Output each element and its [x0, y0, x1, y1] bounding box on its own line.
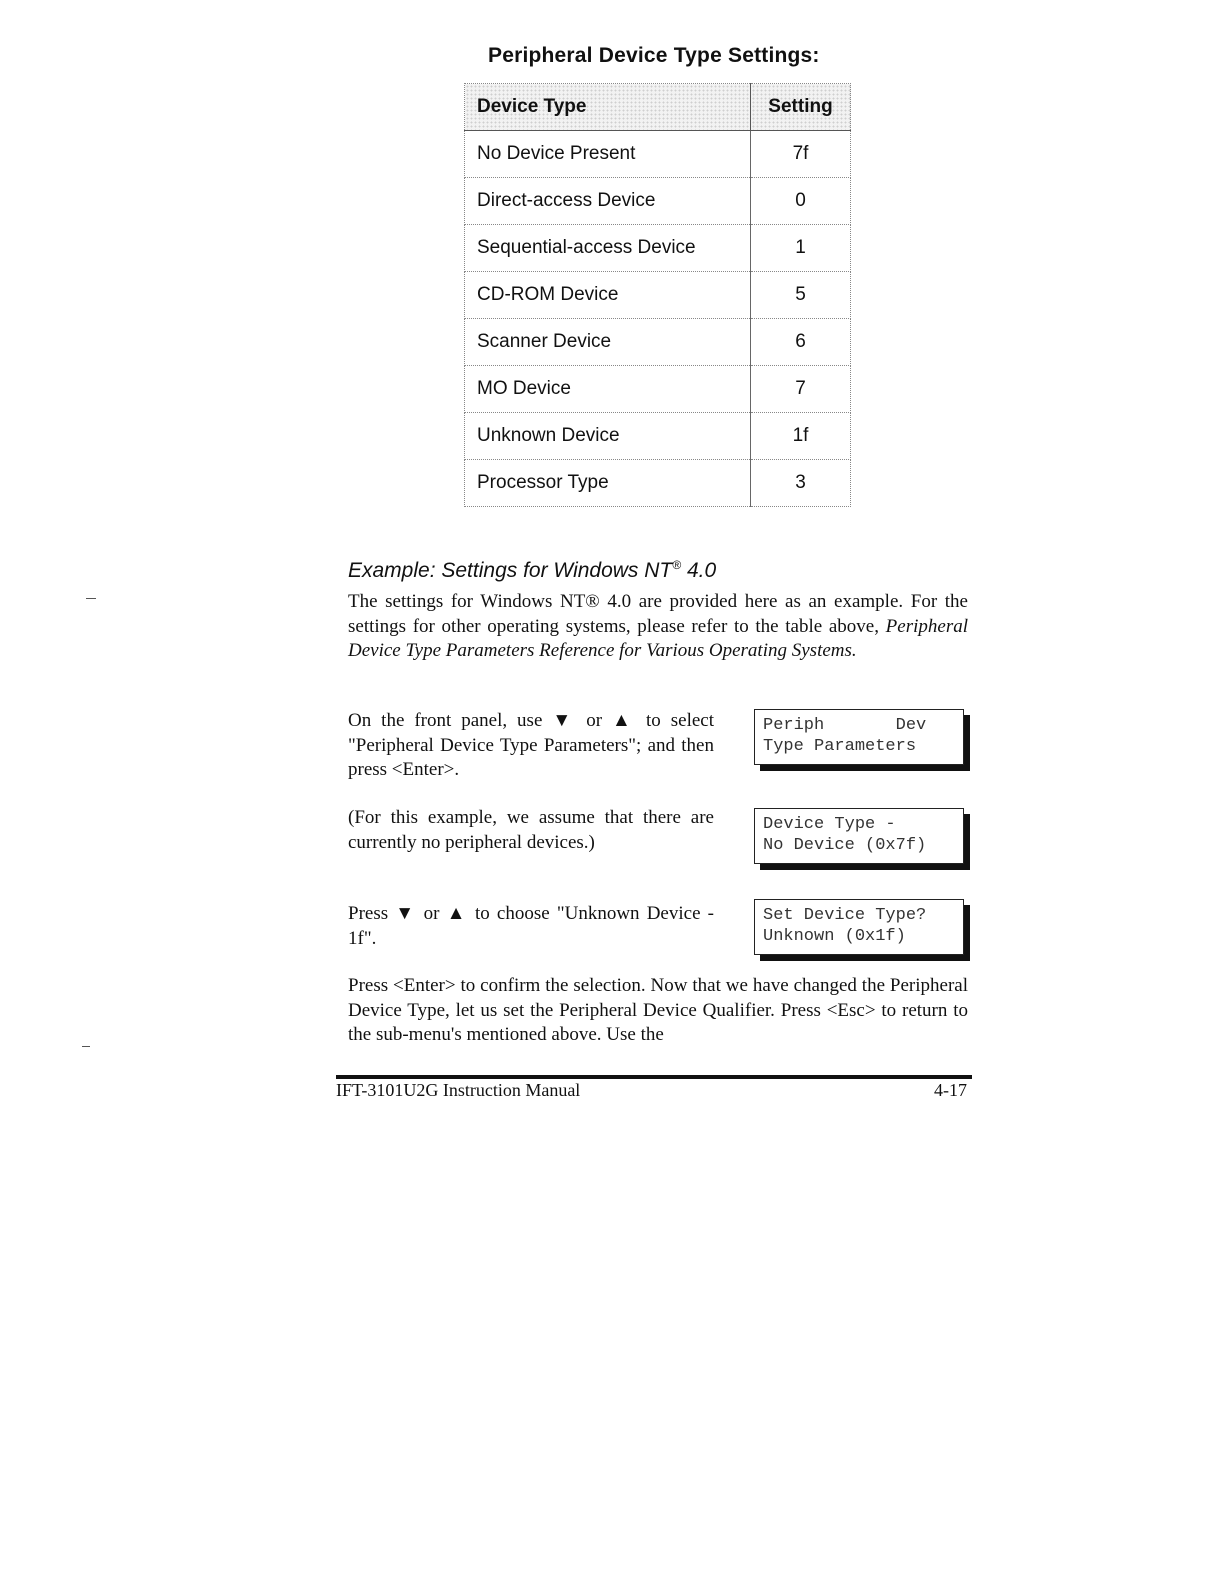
example-heading-text: Example: Settings for Windows NT	[348, 559, 673, 582]
setting-cell: 7	[751, 366, 851, 413]
footer-page-number: 4-17	[934, 1080, 967, 1100]
device-type-table	[464, 83, 851, 507]
setting-cell: 6	[751, 319, 851, 366]
registered-mark: ®	[672, 558, 682, 572]
reference-title: Peripheral Device Type Parameters Reference for Various Operating Systems.	[348, 615, 968, 661]
example-heading	[348, 558, 716, 583]
device-cell: Direct-access Device	[465, 178, 751, 225]
table-title: Peripheral Device Type Settings:	[488, 44, 820, 67]
setting-cell: 7f	[751, 131, 851, 178]
setting-cell: 1f	[751, 413, 851, 460]
device-cell: Processor Type	[465, 460, 751, 507]
step-1-text: On the front panel, use ▼ or ▲ to select "Peripheral Device Type Parameters"; and then press <Enter>.	[348, 710, 714, 780]
device-cell: Unknown Device	[465, 413, 751, 460]
lcd-display-2: Device Type - No Device (0x7f)	[754, 808, 964, 864]
device-cell: MO Device	[465, 366, 751, 413]
column-header-device-type: Device Type	[465, 84, 751, 131]
footer-rule	[336, 1075, 972, 1079]
table-row	[465, 319, 851, 366]
intro-paragraph	[348, 590, 968, 664]
device-cell: Sequential-access Device	[465, 225, 751, 272]
device-cell: CD-ROM Device	[465, 272, 751, 319]
example-heading-version: 4.0	[681, 559, 717, 582]
table-row	[465, 225, 851, 272]
table-header-row	[465, 84, 851, 131]
scan-mark	[86, 598, 96, 599]
setting-cell: 1	[751, 225, 851, 272]
closing-paragraph: Press <Enter> to confirm the selection. Now that we have changed the Peripheral Device Type, let us set the Peripheral Device Qualifier. Press <Esc> to return to the sub-menu's mentioned above. Use the	[348, 975, 968, 1045]
setting-cell: 3	[751, 460, 851, 507]
scan-mark	[82, 1046, 90, 1047]
table-row	[465, 178, 851, 225]
device-cell: Scanner Device	[465, 319, 751, 366]
step-2-text: (For this example, we assume that there are currently no peripheral devices.)	[348, 807, 714, 853]
footer-manual-title: IFT-3101U2G Instruction Manual	[336, 1080, 581, 1100]
lcd-display-3: Set Device Type? Unknown (0x1f)	[754, 899, 964, 955]
table-row	[465, 413, 851, 460]
step-3-text: Press ▼ or ▲ to choose "Unknown Device - 1f".	[348, 903, 714, 949]
table-row	[465, 131, 851, 178]
table-row	[465, 460, 851, 507]
table-row	[465, 366, 851, 413]
lcd-display-1: Periph Dev Type Parameters	[754, 709, 964, 765]
setting-cell: 0	[751, 178, 851, 225]
column-header-setting: Setting	[751, 84, 851, 131]
device-cell: No Device Present	[465, 131, 751, 178]
intro-text: The settings for Windows NT® 4.0 are provided here as an example. For the settings for other operating systems, please refer to the table above,	[348, 591, 968, 637]
table-row	[465, 272, 851, 319]
setting-cell: 5	[751, 272, 851, 319]
